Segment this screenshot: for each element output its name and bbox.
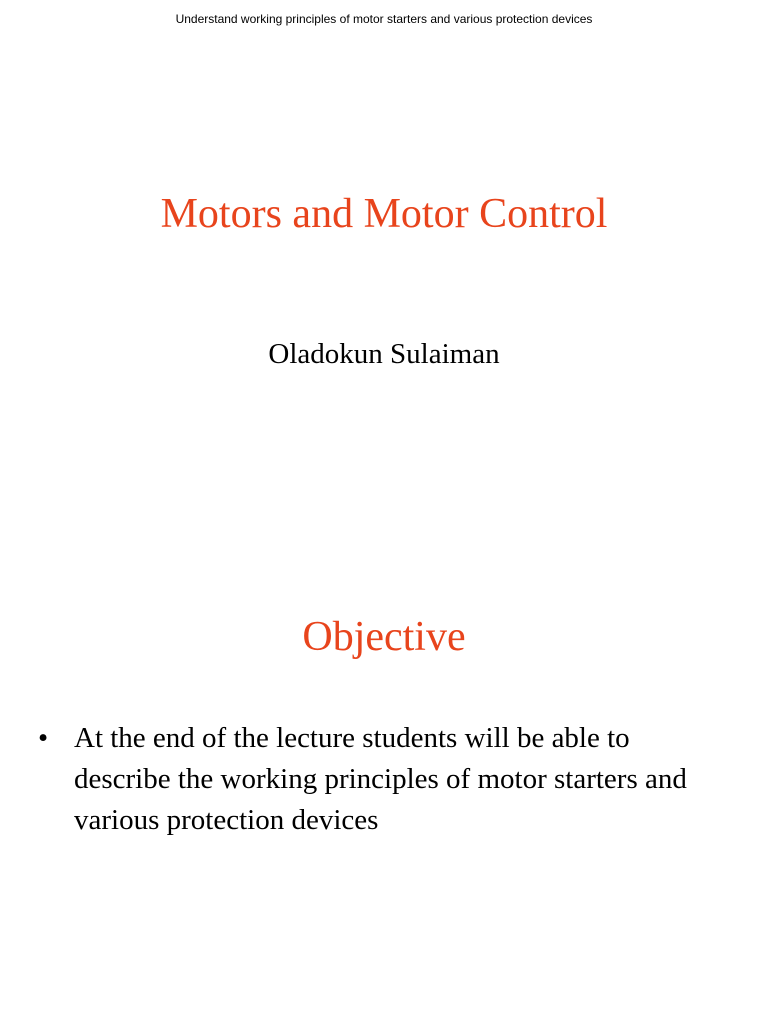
bullet-icon: • xyxy=(38,722,49,754)
author-name: Oladokun Sulaiman xyxy=(268,338,500,370)
list-item xyxy=(38,718,728,841)
objective-list xyxy=(38,718,728,841)
slide-title: Motors and Motor Control xyxy=(160,191,608,237)
page-header: Understand working principles of motor starters and various protection devices xyxy=(175,12,593,26)
objective-heading: Objective xyxy=(302,614,466,660)
objective-text: At the end of the lecture students will be able to describe the working principles of motor starters and various protection devices xyxy=(74,722,687,836)
